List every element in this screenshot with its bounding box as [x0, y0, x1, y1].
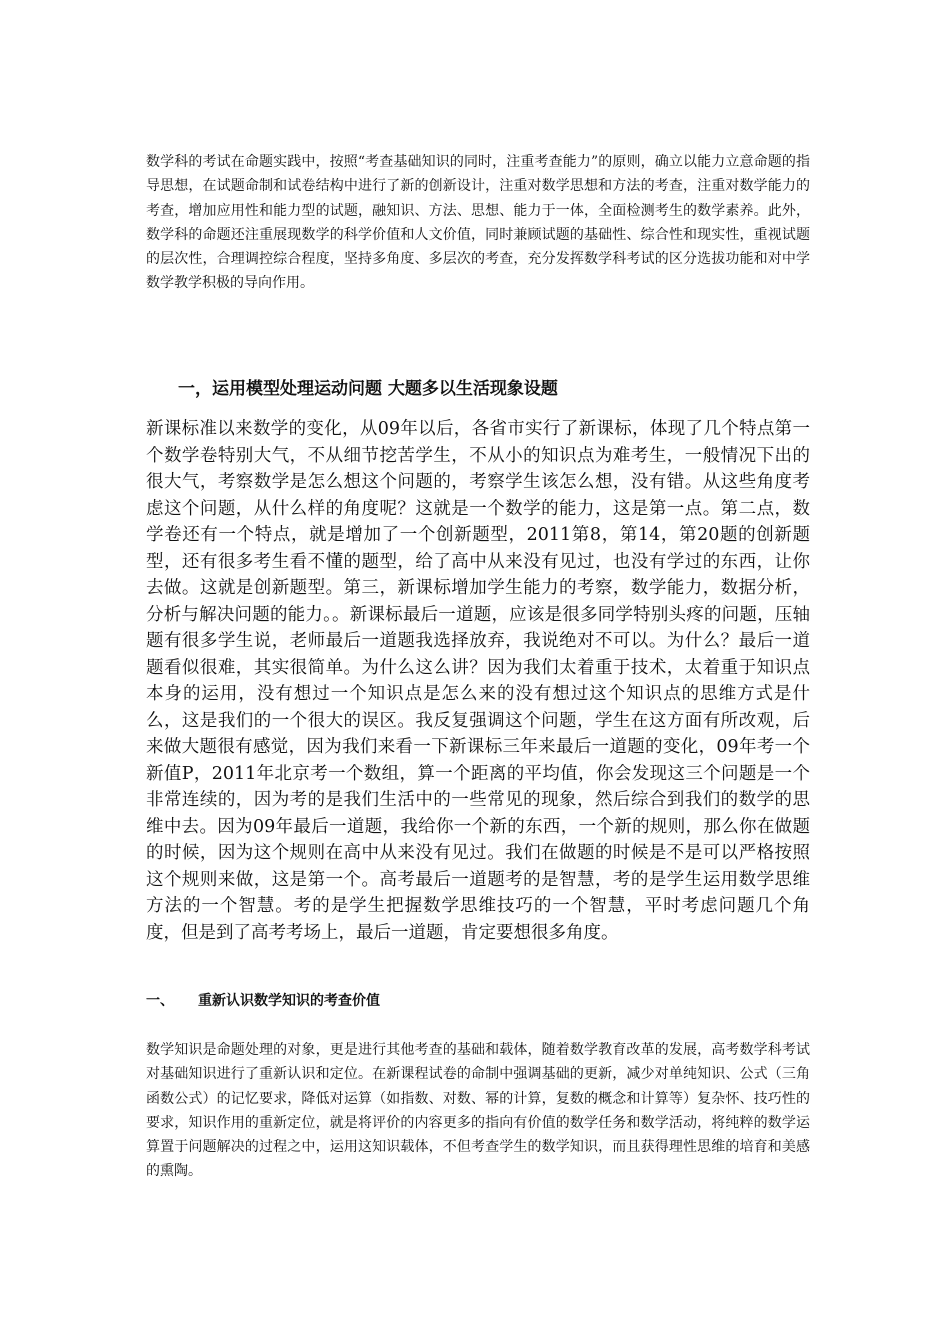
section-body-knowledge-value: 数学知识是命题处理的对象，更是进行其他考查的基础和载体，随着数学教育改革的发展，高考数学科考试对基础知识进行了重新认识和定位。在新课程试卷的命制中强调基础的更新，减少对单纯知识、公式（三角函数公式）的记忆要求，降低对运算（如指数、对数、幂的计算，复数的概念和计算等）复杂怀、技巧性的要求，知识作用的重新定位，就是将评价的内容更多的指向有价值的数学任务和数学活动，将纯粹的数学运算置于问题解决的过程之中，运用这知识载体，不但考查学生的数学知识，而且获得理性思维的培育和美感的熏陶。	[146, 1042, 810, 1180]
section-body-new-curriculum: 新课标准以来数学的变化，从09年以后，各省市实行了新课标，体现了几个特点第一个数学卷特别大气，不从细节挖苦学生，不从小的知识点为难考生，一般情况下出的很大气，考察数学是怎么想这个问题的，考察学生该怎么想，没有错。从这些角度考虑这个问题，从什么样的角度呢？这就是一个数学的能力，这是第一点。第二点，数学卷还有一个特点，就是增加了一个创新题型，2011第8，第14，第20题的创新题型，还有很多考生看不懂的题型，给了高中从来没有见过，也没有学过的东西，让你去做。这就是创新题型。第三，新课标增加学生能力的考察，数学能力，数据分析，分析与解决问题的能力。。新课标最后一道题，应该是很多同学特别头疼的问题，压轴题有很多学生说，老师最后一道题我选择放弃，我说绝对不可以。为什么？最后一道题看似很难，其实很简单。为什么这么讲？因为我们太着重于技术，太着重于知识点本身的运用，没有想过一个知识点是怎么来的没有想过这个知识点的思维方式是什么，这是我们的一个很大的误区。我反复强调这个问题，学生在这方面有所改观，后来做大题很有感觉，因为我们来看一下新课标三年来最后一道题的变化，09年考一个新值P，2011年北京考一个数组，算一个距离的平均值，你会发现这三个问题是一个非常连续的，因为考的是我们生活中的一些常见的现象，然后综合到我们的数学的思维中去。因为09年最后一道题，我给你一个新的东西，一个新的规则，那么你在做题的时候，因为这个规则在高中从来没有见过。我们在做题的时候是不是可以严格按照这个规则来做，这是第一个。高考最后一道题考的是智慧，考的是学生运用数学思维方法的一个智慧。考的是学生把握数学思维技巧的一个智慧，平时考虑问题几个角度，但是到了高考考场上，最后一道题，肯定要想很多角度。	[146, 419, 810, 943]
section-heading-text: 重新认识数学知识的考查价值	[198, 993, 380, 1009]
section-heading-modeling-motion: 一，运用模型处理运动问题 大题多以生活现象设题	[178, 379, 558, 399]
section-heading-knowledge-value	[146, 990, 380, 1010]
section-heading-number: 一、	[146, 993, 174, 1009]
intro-paragraph: 数学科的考试在命题实践中，按照“考查基础知识的同时，注重考查能力”的原则，确立以能力立意命题的指导思想，在试题命制和试卷结构中进行了新的创新设计，注重对数学思想和方法的考查，注重对数学能力的考查，增加应用性和能力型的试题，融知识、方法、思想、能力于一体，全面检测考生的数学素养。此外，数学科的命题还注重展现数学的科学价值和人文价值，同时兼顾试题的基础性、综合性和现实性，重视试题的层次性，合理调控综合程度，坚持多角度、多层次的考查，充分发挥数学科考试的区分选拔功能和对中学数学教学积极的导向作用。	[146, 154, 810, 292]
